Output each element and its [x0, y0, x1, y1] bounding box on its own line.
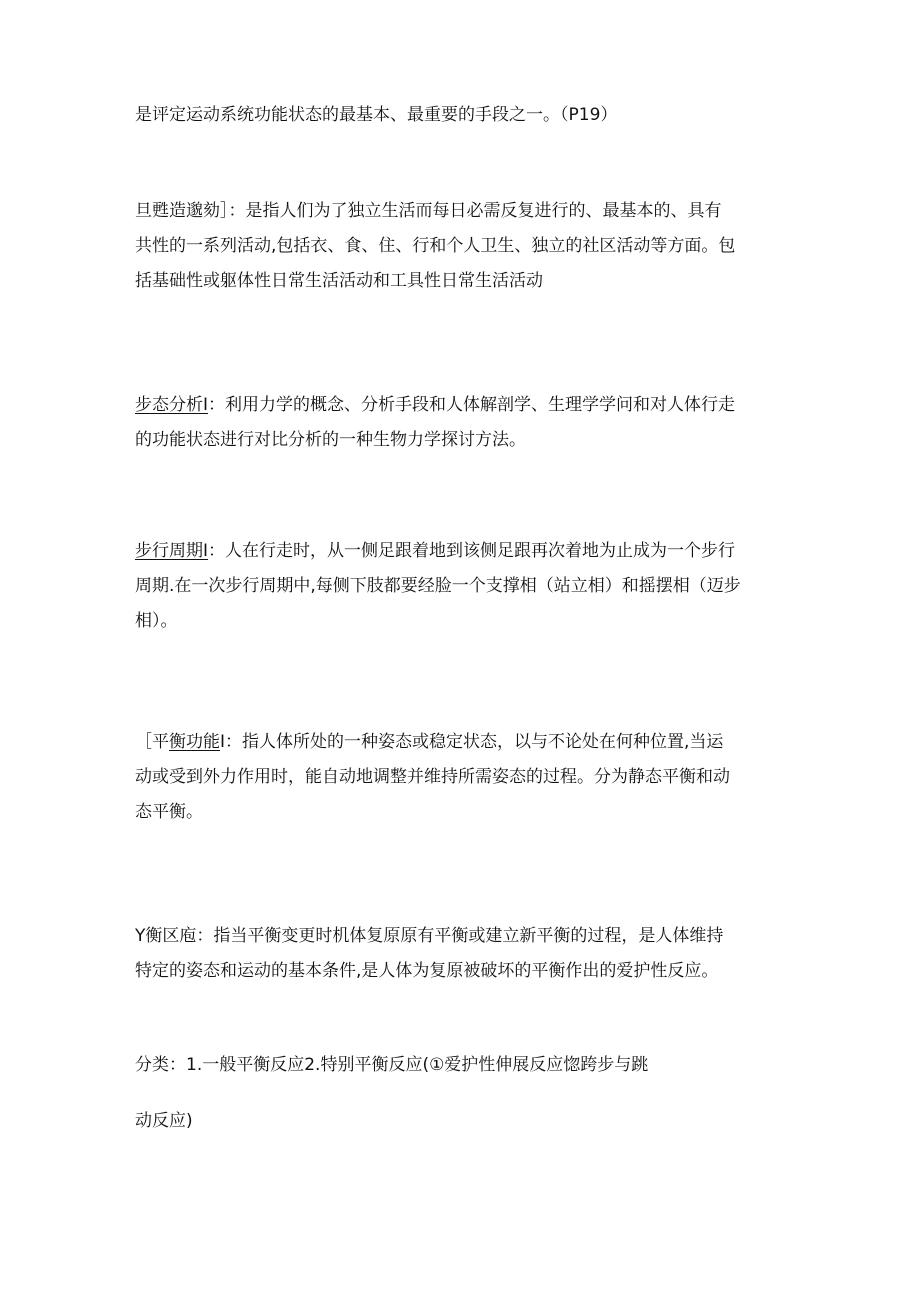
- term-balance-function: 衡功能: [169, 732, 220, 752]
- paragraph-adl-definition: [135, 194, 790, 299]
- text-line: [135, 725, 790, 760]
- text-line: 括基础性或躯体性日常生活活动和工具性日常生活活动: [135, 271, 543, 291]
- paragraph-balance-reaction: [135, 919, 790, 989]
- bracket-prefix: ［平: [135, 732, 169, 752]
- text-line: 态平衡。: [135, 802, 203, 822]
- text-line: 相）。: [135, 611, 178, 631]
- paragraph-rom-assessment: [135, 98, 790, 133]
- text-line: 分类：1.一般平衡反应2.特别平衡反应(①爱护性伸展反应惚跨步与跳: [135, 1055, 649, 1075]
- definition-text: ：利用力学的概念、分析手段和人体解剖学、生理学学问和对人体行走: [208, 395, 736, 415]
- definition-text: I：指人体所处的一种姿态或稳定状态，以与不论处在何种位置,当运: [220, 732, 724, 752]
- definition-text: ：人在行走时，从一侧足跟着地到该侧足跟再次着地为止成为一个步行: [208, 541, 736, 561]
- text-line: 旦甦造邈劾］：是指人们为了独立生活而每日必需反复进行的、最基本的、具有: [135, 201, 722, 221]
- paragraph-gait-cycle: [135, 534, 790, 639]
- text-line: 是评定运动系统功能状态的最基本、最重要的手段之一。（P19）: [135, 105, 618, 125]
- term-gait-analysis: 步态分析I: [135, 395, 209, 415]
- text-line: 共性的一系列活动,包括衣、食、住、行和个人卫生、独立的社区活动等方面。包: [135, 236, 736, 256]
- paragraph-gait-analysis: [135, 388, 790, 458]
- text-line: 的功能状态进行对比分析的一种生物力学探讨方法。: [135, 430, 526, 450]
- paragraph-classification: [135, 1048, 790, 1083]
- text-line: 动反应): [135, 1111, 193, 1131]
- text-line: [135, 388, 790, 423]
- text-line: 动或受到外力作用时，能自动地调整并维持所需姿态的过程。分为静态平衡和动: [135, 767, 730, 787]
- term-gait-cycle: 步行周期I: [135, 541, 209, 561]
- text-line: 特定的姿态和运动的基本条件,是人体为复原被破坏的平衡作出的爱护性反应。: [135, 961, 719, 981]
- paragraph-balance-function: [135, 725, 790, 830]
- paragraph-classification-continued: [135, 1104, 790, 1139]
- text-line: [135, 534, 790, 569]
- text-line: 周期.在一次步行周期中,每侧下肢都要经脸一个支撑相（站立相）和摇摆相（迈步: [135, 576, 741, 596]
- text-line: Y衡区庖：指当平衡变更时机体复原原有平衡或建立新平衡的过程，是人体维持: [135, 926, 724, 946]
